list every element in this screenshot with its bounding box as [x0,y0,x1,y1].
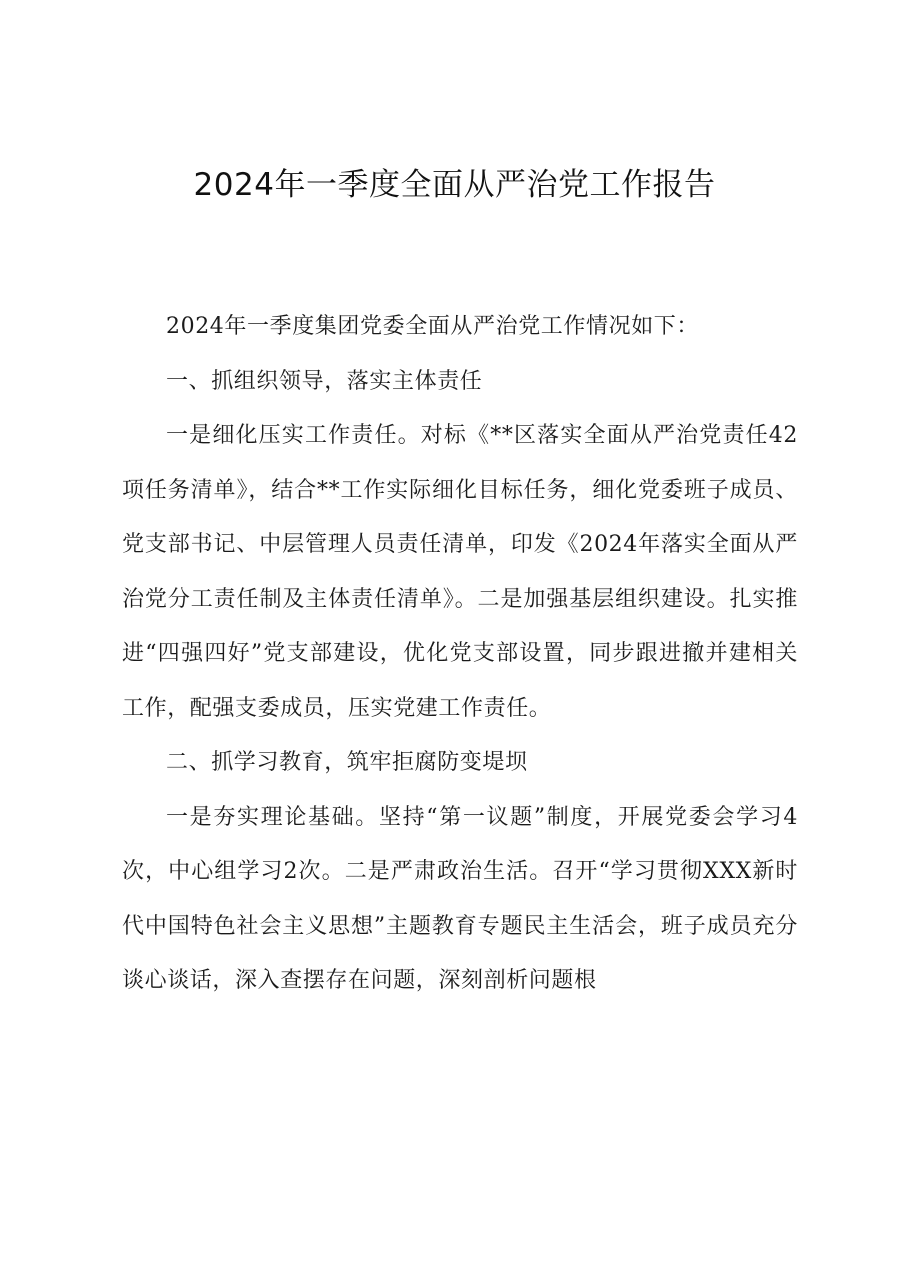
document-body [122,300,798,1009]
paragraph-section-1: 一是细化压实工作责任。对标《**区落实全面从严治党责任42项任务清单》，结合**工作实际细化目标任务，细化党委班子成员、党支部书记、中层管理人员责任清单，印发《2024年落实全面从严治党分工责任制及主体责任清单》。二是加强基层组织建设。扎实推进“四强四好”党支部建设，优化党支部设置，同步跟进撤并建相关工作，配强支委成员，压实党建工作责任。 [122,423,798,721]
paragraph-intro: 2024年一季度集团党委全面从严治党工作情况如下： [166,314,699,339]
paragraph-section-2: 一是夯实理论基础。坚持“第一议题”制度，开展党委会学习4次，中心组学习2次。二是严肃政治生活。召开“学习贯彻XXX新时代中国特色社会主义思想”主题教育专题民主生活会，班子成员充分谈心谈话，深入查摆存在问题，深刻剖析问题根 [122,804,798,993]
document-title: 2024年一季度全面从严治党工作报告 [193,167,716,203]
section-heading-2: 二、抓学习教育，筑牢拒腐防变堤坝 [166,750,528,775]
section-heading-1: 一、抓组织领导，落实主体责任 [166,368,483,394]
